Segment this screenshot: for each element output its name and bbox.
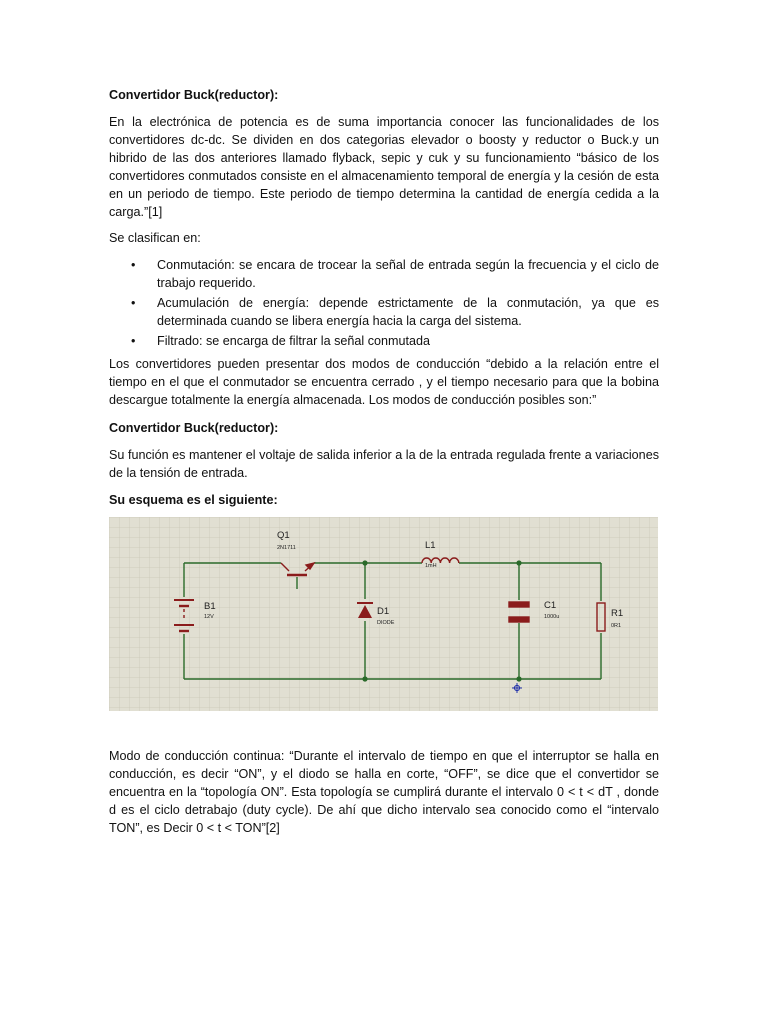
list-item: [109, 332, 659, 350]
bullet-icon: •: [131, 258, 136, 272]
schema-intro: Su esquema es el siguiente:: [109, 493, 278, 507]
q1-name-label: Q1: [277, 530, 290, 541]
r1-name-label: R1: [611, 608, 624, 619]
list-item: [109, 256, 659, 292]
r1-value-label: 0R1: [611, 623, 622, 629]
b1-value-label: 12V: [204, 614, 214, 620]
buck-converter-schematic: [109, 517, 658, 711]
c1-value-label: 1000u: [544, 614, 560, 620]
l1-name-label: L1: [425, 540, 436, 551]
capacitor-plate: [509, 602, 529, 607]
junction-dot: [516, 676, 521, 681]
list-item: [109, 294, 659, 330]
classification-intro: Se clasifican en:: [109, 231, 201, 245]
paragraph-intro: En la electrónica de potencia es de suma importancia conocer las funcionalidades de los convertidores dc-dc. Se dividen en dos categorias elevador o boosty y reductor o Buck.y un hibrido de las dos anteriores llamado flyback, sepic y cuk y su funcionamiento “básico de los convertidores conmutados consiste en el almacenamiento temporal de energía y la cesión de esta en un periodo de tiempo. Este periodo de tiempo determina la cantidad de energía cedida a la carga.”[1]: [109, 115, 659, 219]
paragraph-function: Su función es mantener el voltaje de salida inferior a la de la entrada regulada frente a variaciones de la tensión de entrada.: [109, 448, 659, 480]
heading-buck-1: Convertidor Buck(reductor):: [109, 88, 279, 102]
paragraph-conduction-modes: Los convertidores pueden presentar dos modos de conducción “debido a la relación entre el tiempo en el que el conmutador se encuentra cerrado , y el tiempo necesario para que la bobina descargue totalmente la energía almacenada. Los modos de conducción posibles son:”: [109, 357, 659, 407]
junction-dot: [516, 560, 521, 565]
bullet-icon: •: [131, 334, 136, 348]
list-item-text: Acumulación de energía: depende estrictamente de la conmutación, ya que es determinada cuando se libera energía hacia la carga del sistema.: [157, 296, 659, 328]
classification-list: [109, 256, 659, 350]
c1-name-label: C1: [544, 600, 557, 611]
list-item-text: Filtrado: se encarga de filtrar la señal conmutada: [157, 334, 431, 348]
junction-dot: [362, 676, 367, 681]
l1-value-label: 1mH: [425, 563, 437, 569]
junction-dot: [362, 560, 367, 565]
b1-name-label: B1: [204, 601, 216, 612]
list-item-text: Conmutación: se encara de trocear la señal de entrada según la frecuencia y el ciclo de trabajo requerido.: [157, 258, 659, 290]
d1-value-label: DIODE: [377, 620, 395, 626]
bullet-icon: •: [131, 296, 136, 310]
q1-model-label: 2N1711: [277, 545, 296, 551]
capacitor-plate: [509, 617, 529, 622]
d1-name-label: D1: [377, 606, 390, 617]
paragraph-continuous-mode: Modo de conducción continua: “Durante el intervalo de tiempo en que el interruptor se halla en conducción, es decir “ON”, y el diodo se halla en corte, “OFF”, se dice que el convertidor se encuentra en la “topología ON”. Esta topología se cumplirá durante el intervalo 0 < t < dT , donde d es el ciclo detrabajo (duty cycle). De ahí que dicho intervalo sea conocido como el “intervalo TON”, es Decir 0 < t < TON”[2]: [109, 749, 659, 835]
heading-buck-2: Convertidor Buck(reductor):: [109, 421, 279, 435]
